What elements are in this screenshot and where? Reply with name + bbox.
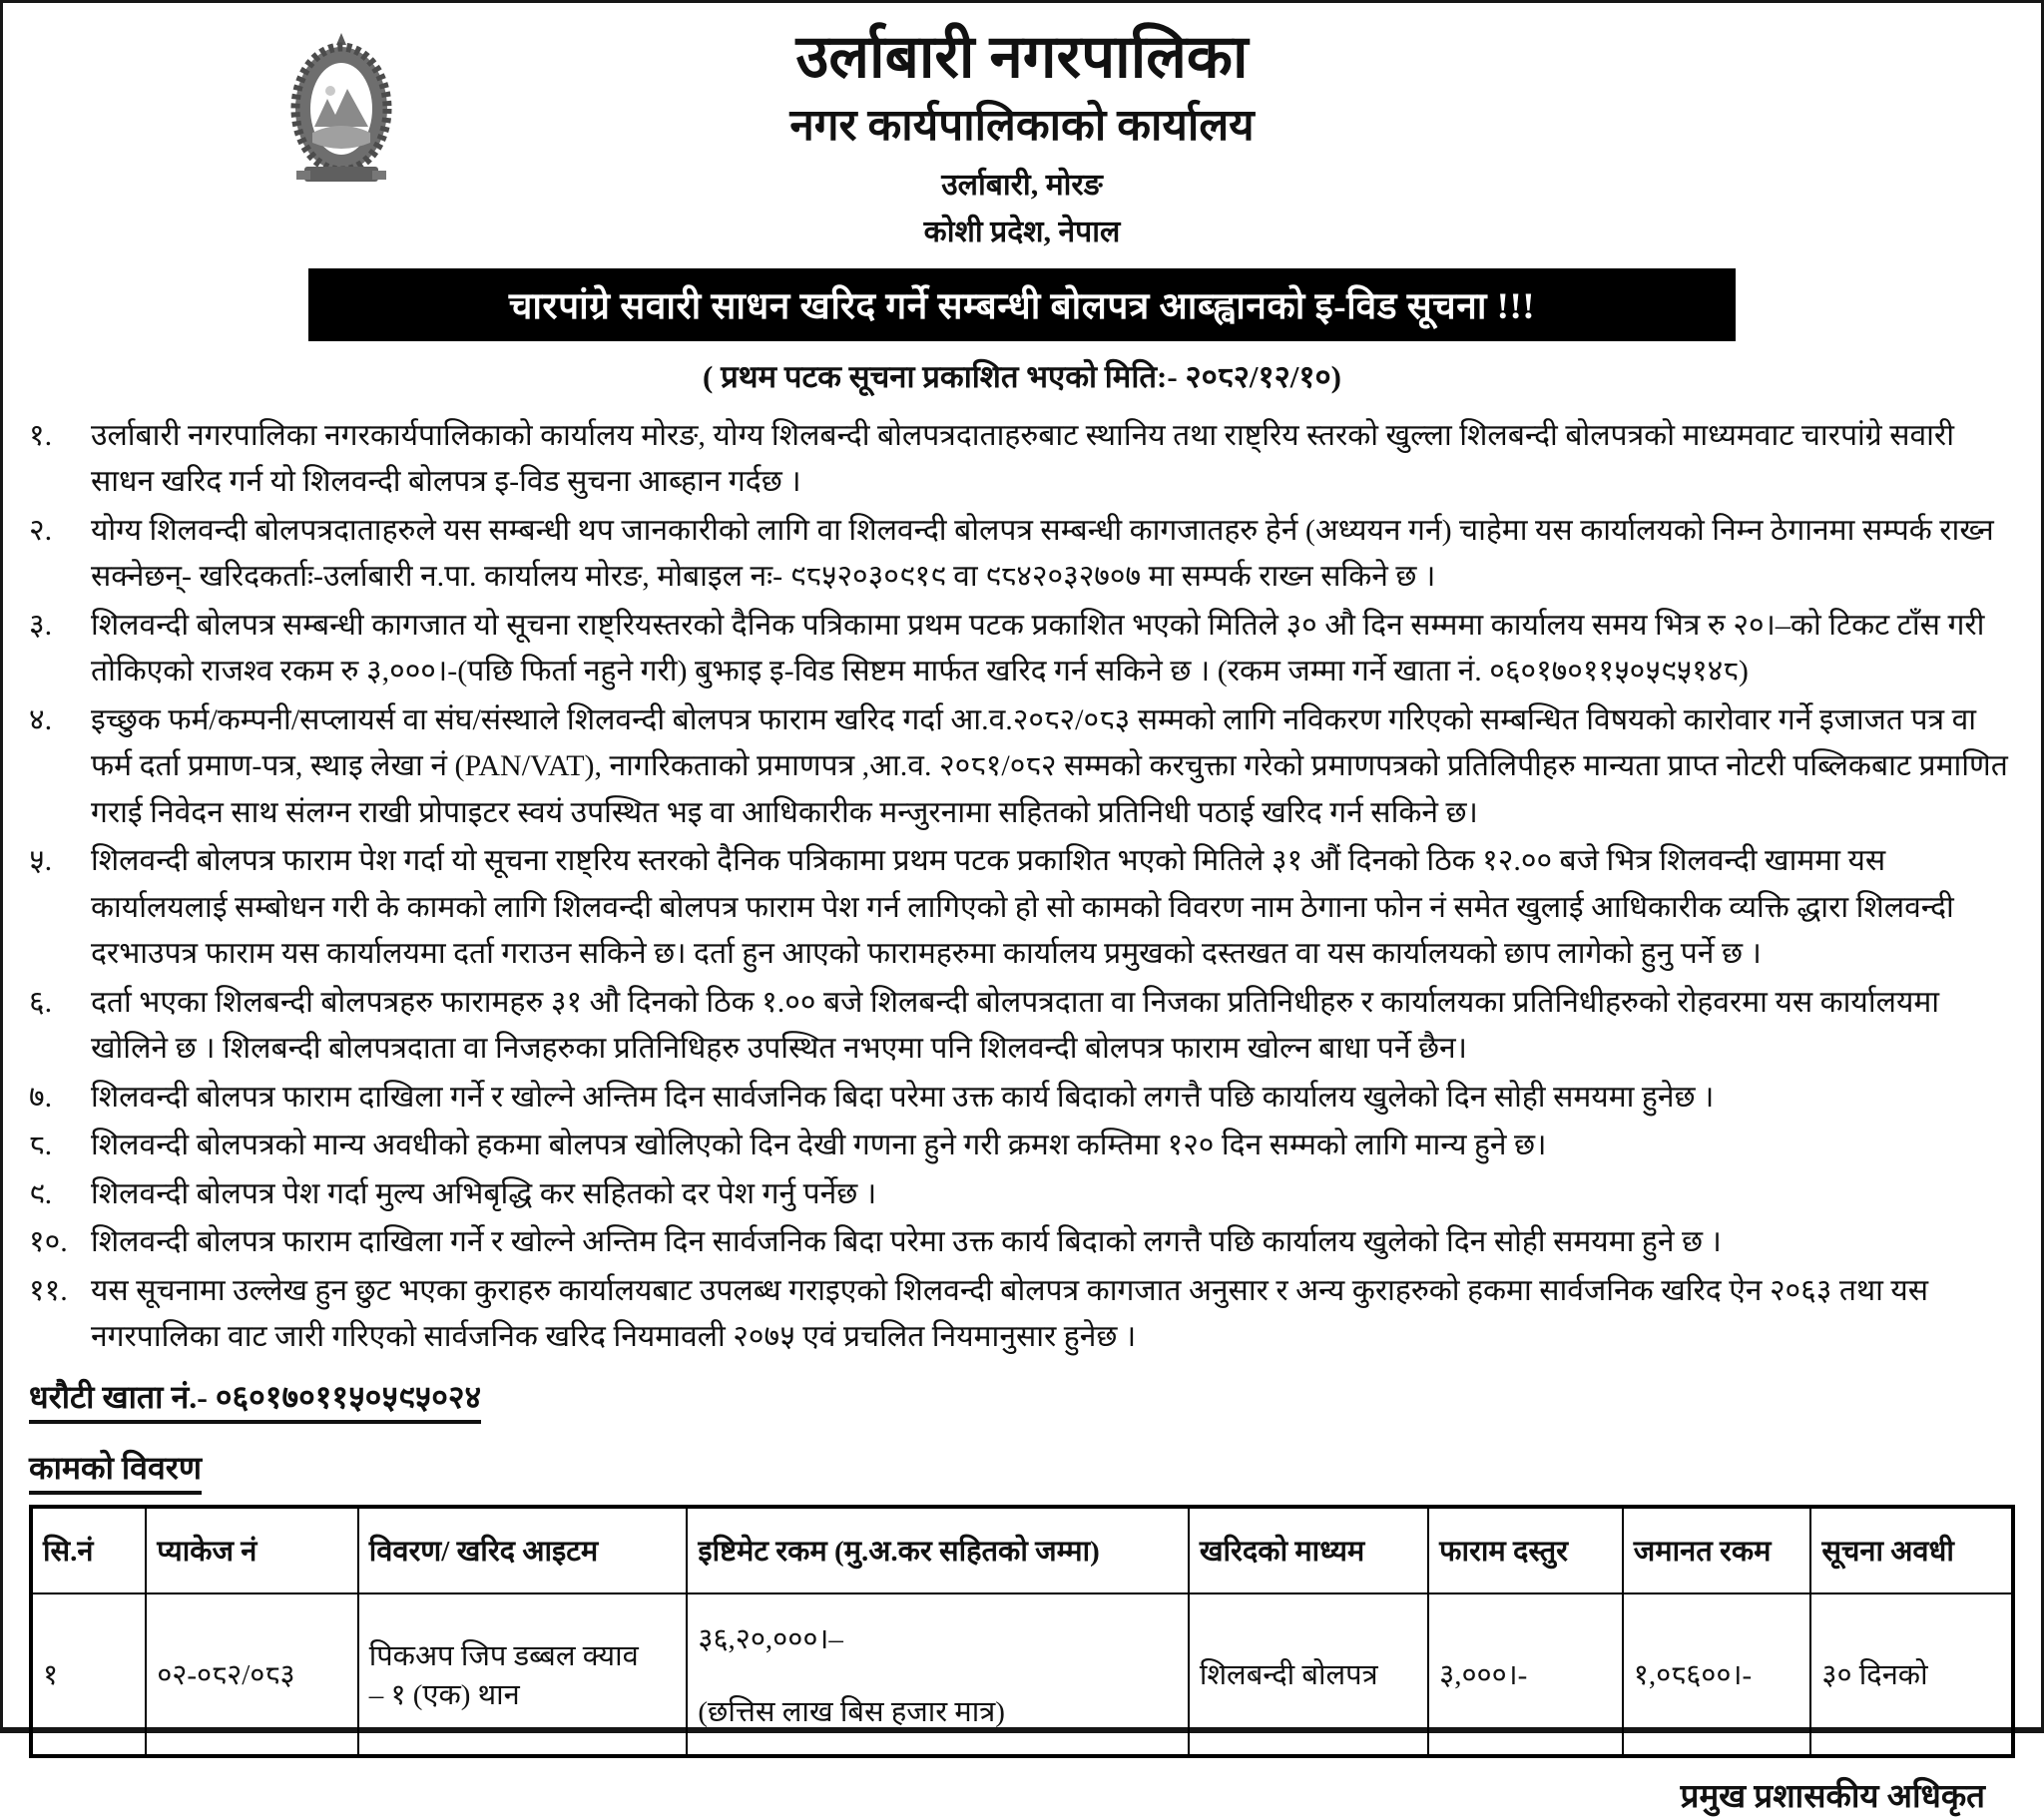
notice-item-text: दर्ता भएका शिलबन्दी बोलपत्रहरु फारामहरु ३१ औ दिनको ठिक १.०० बजे शिलबन्दी बोलपत्रदाता वा निजका प्रतिनिधीहरु र कार्यालयका प्रतिनिधीहरुको रोहवरमा यस कार्यालयमा खोलिने छ । शिलबन्दी बोलपत्रदाता वा निजहरुका प्रतिनिधिहरु उपस्थित नभएमा पनि शिलवन्दी बोलपत्र फाराम खोल्न बाधा पर्ने छैन। bbox=[91, 985, 1940, 1066]
notice-item-text: शिलवन्दी बोलपत्रको मान्य अवधीको हकमा बोलपत्र खोलिएको दिन देखी गणना हुने गरी क्रमश कम्तिमा १२० दिन सम्मको लागि मान्य हुने छ। bbox=[91, 1129, 1547, 1162]
cell-form-fee: ३,०००।- bbox=[1428, 1593, 1623, 1756]
notice-item-text: शिलवन्दी बोलपत्र सम्बन्धी कागजात यो सूचना राष्ट्रियस्तरको दैनिक पत्रिकामा प्रथम पटक प्रकाशित भएको मितिले ३० औ दिन सम्ममा कार्यालय समय भित्र रु २०।–को टिकट टाँस गरी तोकिएको राजश्व रकम रु ३,०००।-(पछि फिर्ता नहुने गरी) बुझाइ इ-विड सिष्टम मार्फत खरिद गर्न सकिने छ । (रकम जम्मा गर्ने खाता नं. ०६०१७०११५०५९५१४८) bbox=[91, 608, 1985, 688]
notice-item-number: ११. bbox=[29, 1273, 68, 1307]
work-details-heading: कामको विवरण bbox=[29, 1446, 202, 1495]
notice-item-text: शिलवन्दी बोलपत्र पेश गर्दा मुल्य अभिबृद्धि कर सहितको दर पेश गर्नु पर्नेछ । bbox=[91, 1176, 877, 1210]
col-header-form-fee: फाराम दस्तुर bbox=[1428, 1507, 1623, 1593]
notice-item bbox=[29, 1171, 2015, 1218]
col-header-period: सूचना अवधी bbox=[1810, 1507, 2013, 1593]
col-header-sn: सि.नं bbox=[31, 1507, 146, 1593]
cell-item bbox=[358, 1593, 688, 1756]
notice-item-number: ३. bbox=[29, 608, 53, 642]
office-title: नगर कार्यपालिकाको कार्यालय bbox=[789, 101, 1255, 150]
cell-method: शिलबन्दी बोलपत्र bbox=[1189, 1593, 1428, 1756]
cell-estimate bbox=[687, 1593, 1188, 1756]
notice-item bbox=[29, 413, 2015, 506]
notice-item-number: ९. bbox=[29, 1176, 53, 1210]
nepal-emblem-logo bbox=[286, 31, 396, 197]
notice-item-number: ८. bbox=[29, 1129, 53, 1162]
col-header-item: विवरण/ खरिद आइटम bbox=[358, 1507, 688, 1593]
notice-item-number: २. bbox=[29, 513, 53, 547]
notice-item-text: इच्छुक फर्म/कम्पनी/सप्लायर्स वा संघ/संस्थाले शिलवन्दी बोलपत्र फाराम खरिद गर्दा आ.व.२०८२/०८३ सम्मको लागि नविकरण गरिएको सम्बन्धित विषयको कारोवार गर्ने इजाजत पत्र वा फर्म दर्ता प्रमाण-पत्र, स्थाइ लेखा नं (PAN/VAT), नागरिकताको प्रमाणपत्र ,आ.व. २०८१/०८२ सम्मको करचुक्ता गरेको प्रमाणपत्रको प्रतिलिपीहरु मान्यता प्राप्त नोटरी पब्लिकबाट प्रमाणित गराई निवेदन साथ संलग्न राखी प्रोपाइटर स्वयं उपस्थित भइ वा आधिकारीक मन्जुरनामा सहितको प्रतिनिधी पठाई खरिद गर्न सकिने छ। bbox=[91, 702, 2008, 829]
notice-item-number: ५. bbox=[29, 844, 53, 878]
table-row bbox=[31, 1593, 2013, 1756]
notice-item bbox=[29, 603, 2015, 695]
notice-item bbox=[29, 1219, 2015, 1266]
notice-item-number: ४. bbox=[29, 702, 53, 736]
col-header-estimate: इष्टिमेट रकम (मु.अ.कर सहितको जम्मा) bbox=[687, 1507, 1188, 1593]
cell-sn: १ bbox=[31, 1593, 146, 1756]
cell-period: ३० दिनको bbox=[1810, 1593, 2013, 1756]
notice-item bbox=[29, 1075, 2015, 1122]
publish-date-line: ( प्रथम पटक सूचना प्रकाशित भएको मिति:- २०८२/१२/१०) bbox=[703, 358, 1341, 394]
cell-estimate-figure: ३६,२०,०००।– bbox=[698, 1622, 843, 1655]
cell-estimate-words: (छत्तिस लाख बिस हजार मात्र) bbox=[698, 1695, 1005, 1728]
notice-item bbox=[29, 508, 2015, 601]
cell-item-line2: – १ (एक) थान bbox=[368, 1678, 520, 1711]
deposit-account-line: धरौटी खाता नं.- ०६०१७०११५०५९५०२४ bbox=[29, 1375, 481, 1424]
notice-item-number: १०. bbox=[29, 1225, 68, 1259]
notice-item-text: शिलवन्दी बोलपत्र फाराम पेश गर्दा यो सूचना राष्ट्रिय स्तरको दैनिक पत्रिकामा प्रथम पटक प्रकाशित भएको मितिले ३१ औं दिनको ठिक १२.०० बजे भित्र शिलवन्दी खाममा यस कार्यालयलाई सम्बोधन गरी के कामको लागि शिलवन्दी बोलपत्र फाराम पेश गर्न लागिएको हो सो कामको विवरण नाम ठेगाना फोन नं समेत खुलाई आधिकारीक व्यक्ति द्धारा शिलवन्दी दरभाउपत्र फाराम यस कार्यालयमा दर्ता गराउन सकिने छ। दर्ता हुन आएको फारामहरुमा कार्यालय प्रमुखको दस्तखत वा यस कार्यालयको छाप लागेको हुनु पर्ने छ । bbox=[91, 844, 1954, 971]
notice-item-text: शिलवन्दी बोलपत्र फाराम दाखिला गर्ने र खोल्ने अन्तिम दिन सार्वजनिक बिदा परेमा उक्त कार्य बिदाको लगत्तै पछि कार्यालय खुलेको दिन सोही समयमा हुनेछ । bbox=[91, 1080, 1715, 1114]
notice-item-text: उर्लाबारी नगरपालिका नगरकार्यपालिकाको कार्यालय मोरङ, योग्य शिलबन्दी बोलपत्रदाताहरुबाट स्थानिय तथा राष्ट्रिय स्तरको खुल्ला शिलबन्दी बोलपत्रको माध्यमवाट चारपांग्रे सवारी साधन खरिद गर्न यो शिलवन्दी बोलपत्र इ-विड सुचना आब्हान गर्दछ । bbox=[91, 418, 1954, 499]
document-header bbox=[29, 23, 2015, 250]
cell-item-line1: पिकअप जिप डब्बल क्याव bbox=[368, 1639, 639, 1672]
notice-item-text: शिलवन्दी बोलपत्र फाराम दाखिला गर्ने र खोल्ने अन्तिम दिन सार्वजनिक बिदा परेमा उक्त कार्य बिदाको लगत्तै पछि कार्यालय खुलेको दिन सोही समयमा हुने छ । bbox=[91, 1225, 1722, 1259]
col-header-bail: जमानत रकम bbox=[1623, 1507, 1811, 1593]
notice-item-number: १. bbox=[29, 418, 53, 452]
address-line-1: उर्लाबारी, मोरङ bbox=[941, 168, 1103, 202]
address-line-2: कोशी प्रदेश, नेपाल bbox=[923, 215, 1121, 248]
work-details-table bbox=[29, 1505, 2015, 1758]
notice-item bbox=[29, 1268, 2015, 1361]
signature-title: प्रमुख प्रशासकीय अधिकृत bbox=[1680, 1778, 1985, 1815]
notice-item-number: ७. bbox=[29, 1080, 53, 1114]
municipality-title: उर्लाबारी नगरपालिका bbox=[795, 24, 1249, 90]
notice-item-text: योग्य शिलवन्दी बोलपत्रदाताहरुले यस सम्बन्धी थप जानकारीको लागि वा शिलवन्दी बोलपत्र सम्बन्धी कागजातहरु हेर्न (अध्ययन गर्न) चाहेमा यस कार्यालयको निम्न ठेगानमा सम्पर्क राख्न सक्नेछन्- खरिदकर्ताः-उर्लाबारी न.पा. कार्यालय मोरङ, मोबाइल नः- ९८५२०३०९१९ वा ९८४२०३२७०७ मा सम्पर्क राख्न सकिने छ । bbox=[91, 513, 1994, 594]
col-header-method: खरिदको माध्यम bbox=[1189, 1507, 1428, 1593]
cell-bail: १,०८६००।- bbox=[1623, 1593, 1811, 1756]
notice-clauses bbox=[29, 413, 2015, 1361]
col-header-package-no: प्याकेज नं bbox=[146, 1507, 358, 1593]
cell-package-no: ०२-०८२/०८३ bbox=[146, 1593, 358, 1756]
notice-item-text: यस सूचनामा उल्लेख हुन छुट भएका कुराहरु कार्यालयबाट उपलब्ध गराइएको शिलवन्दी बोलपत्र कागजात अनुसार र अन्य कुराहरुको हकमा सार्वजनिक खरिद ऐन २०६३ तथा यस नगरपालिका वाट जारी गरिएको सार्वजनिक खरिद नियमावली २०७५ एवं प्रचलित नियमानुसार हुनेछ । bbox=[91, 1273, 1929, 1354]
table-header-row bbox=[31, 1507, 2013, 1593]
notice-item bbox=[29, 697, 2015, 837]
notice-item bbox=[29, 838, 2015, 978]
notice-item-number: ६. bbox=[29, 985, 53, 1019]
notice-item bbox=[29, 980, 2015, 1073]
notice-title-banner: चारपांग्रे सवारी साधन खरिद गर्ने सम्बन्धी बोलपत्र आब्ह्वानको इ-विड सूचना !!! bbox=[308, 268, 1736, 341]
notice-item bbox=[29, 1123, 2015, 1169]
